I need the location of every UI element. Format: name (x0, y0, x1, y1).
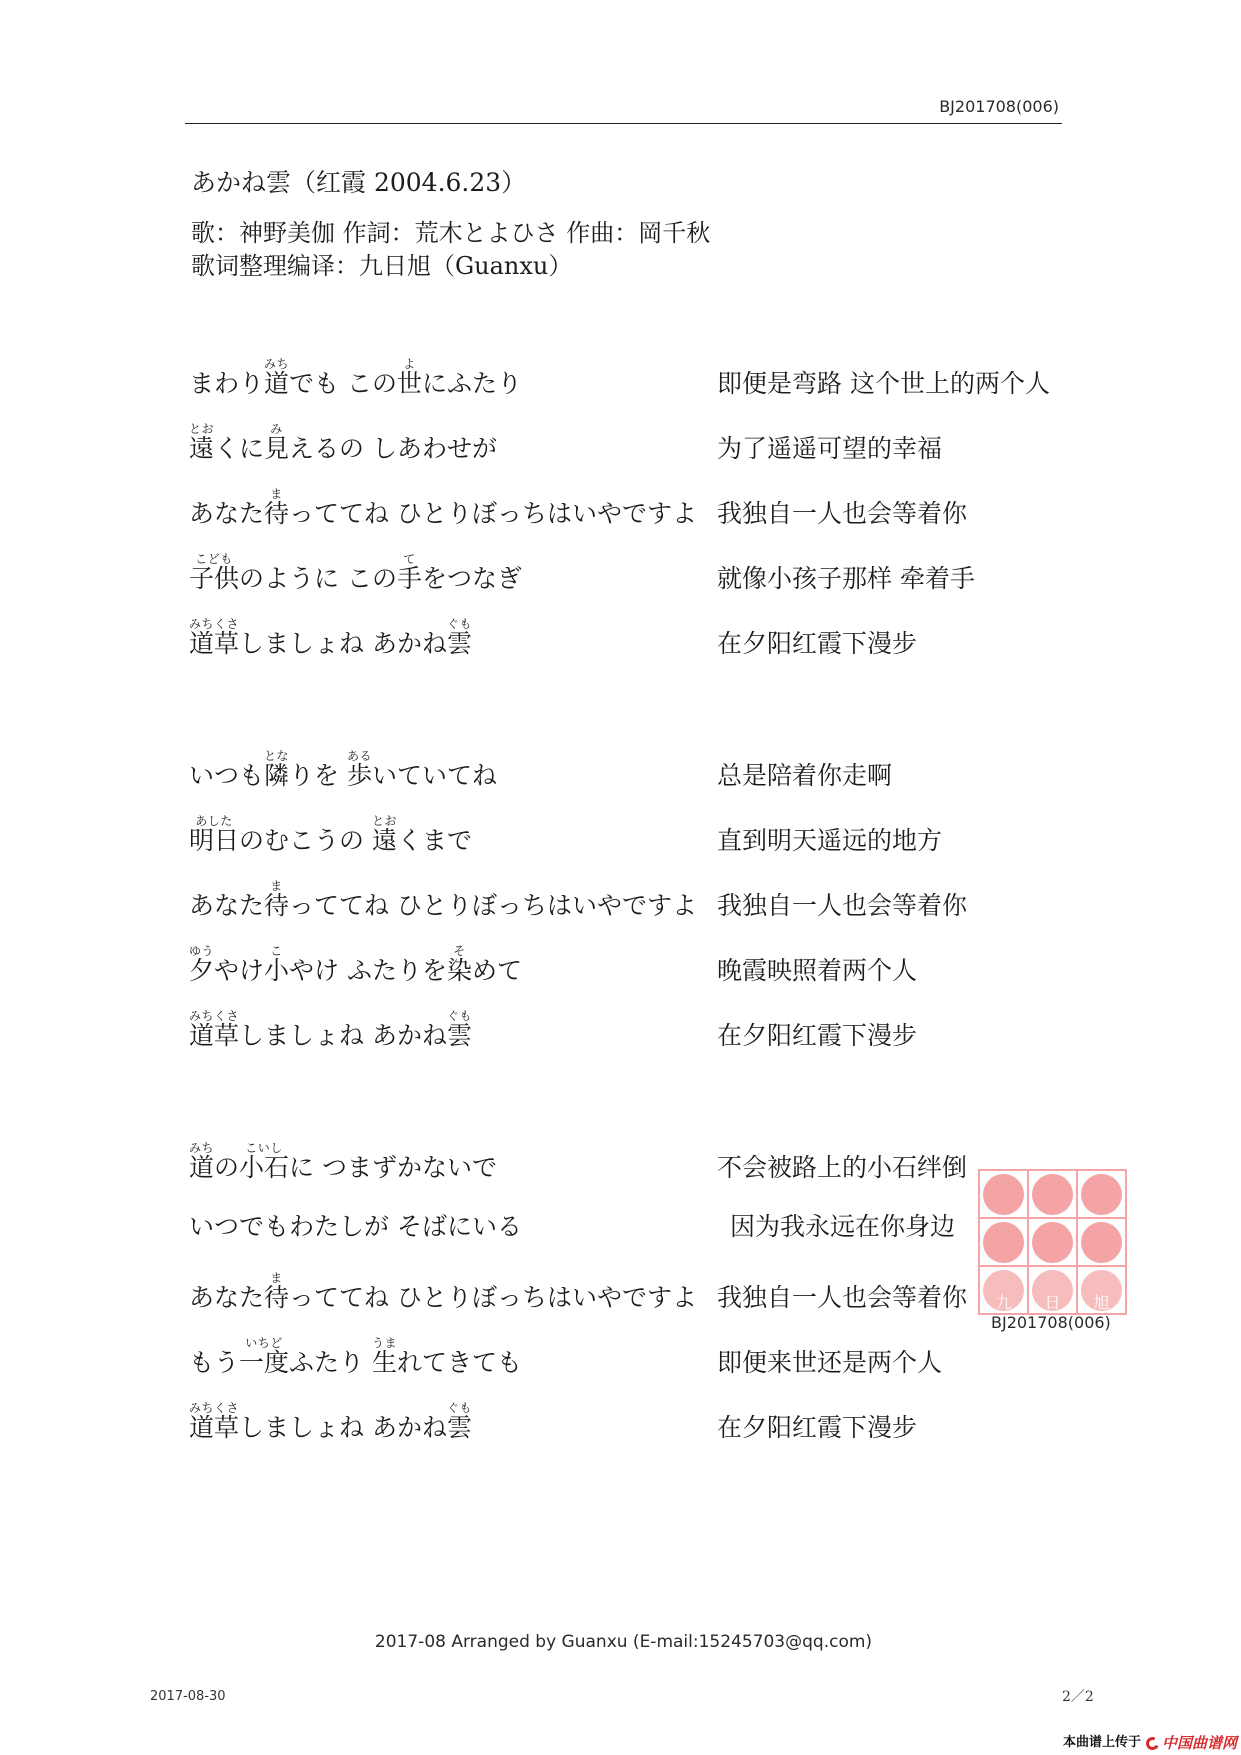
furigana: こいし (245, 1140, 283, 1155)
arranger-footer: 2017-08 Arranged by Guanxu (E-mail:15245703@qq.com) (374, 1632, 873, 1652)
kanji-base: 生 (371, 1347, 397, 1377)
ruby-group (188, 616, 240, 659)
site-logo-icon (1144, 1735, 1161, 1752)
lyric-japanese (188, 1140, 717, 1183)
lyric-text: あなた (189, 498, 265, 528)
lyric-text: でも この (289, 368, 397, 398)
lyric-japanese (189, 878, 717, 921)
lyric-line (189, 1265, 1089, 1330)
lyric-translation: 直到明天遥远的地方 (717, 825, 943, 855)
furigana: みちくさ (188, 1400, 240, 1415)
lyric-japanese (189, 551, 717, 594)
lyric-translation: 在夕阳红霞下漫步 (717, 1020, 918, 1050)
kanji-base: 小石 (239, 1152, 290, 1182)
kanji-base: 雲 (446, 1412, 472, 1442)
furigana: ま (270, 878, 283, 893)
lyric-japanese (188, 943, 717, 986)
ruby-group (396, 356, 422, 399)
header-divider (185, 123, 1062, 124)
kanji-base: 待 (264, 1282, 290, 1312)
lyric-translation: 因为我永远在你身边 (730, 1211, 956, 1241)
translator-credit: 歌词整理编译：九日旭（Guanxu） (191, 252, 573, 280)
stamp-dot (1032, 1222, 1073, 1263)
ruby-group (188, 1008, 240, 1051)
lyric-text: しましょね あかね (239, 1412, 447, 1442)
furigana: こども (195, 551, 233, 566)
lyric-japanese (189, 486, 717, 529)
lyric-line (189, 611, 1089, 676)
kanji-base: 歩 (346, 760, 372, 790)
ruby-group (239, 1140, 290, 1183)
lyric-line (189, 481, 1089, 546)
ruby-group (447, 943, 473, 986)
ruby-group (264, 421, 290, 464)
ruby-group (371, 1335, 397, 1378)
lyric-translation: 在夕阳红霞下漫步 (717, 1412, 918, 1442)
lyric-translation: 我独自一人也会等着你 (717, 498, 968, 528)
kanji-base: 手 (396, 563, 422, 593)
lyric-text: ふたり (289, 1347, 372, 1377)
stamp-cell (1078, 1219, 1127, 1267)
lyric-line (189, 351, 1089, 416)
lyric-line (189, 416, 1089, 481)
verse-3 (189, 1135, 1089, 1460)
ruby-group (188, 943, 215, 986)
ruby-group (446, 616, 472, 659)
site-name: 中国曲谱网 (1161, 1734, 1237, 1752)
lyric-translation: 不会被路上的小石绊倒 (717, 1152, 968, 1182)
lyric-japanese (188, 421, 717, 464)
lyric-text: しましょね あかね (239, 628, 447, 658)
lyric-line (189, 1330, 1089, 1395)
ruby-group (188, 1140, 215, 1183)
lyric-japanese (189, 1270, 717, 1313)
print-date: 2017-08-30 (150, 1689, 226, 1704)
furigana: とな (264, 748, 290, 763)
page-number: 2／2 (1062, 1689, 1094, 1705)
lyric-text: っててね ひとりぼっちはいやですよ (289, 498, 697, 528)
lyric-text: くに (214, 433, 265, 463)
stamp-cell (1078, 1267, 1127, 1315)
stamp-cell (980, 1219, 1029, 1267)
lyric-text: のむこうの (239, 825, 372, 855)
verse-2 (189, 743, 1089, 1068)
furigana: こ (270, 943, 283, 958)
lyric-japanese (189, 813, 717, 856)
lyric-text: えるの しあわせが (289, 433, 497, 463)
kanji-base: 隣 (264, 760, 290, 790)
lyric-line (189, 743, 1089, 808)
furigana: とお (371, 813, 397, 828)
lyric-text: をつなぎ (421, 563, 522, 593)
ruby-group (446, 1008, 472, 1051)
furigana: とお (188, 421, 215, 436)
stamp-dot (983, 1222, 1024, 1263)
lyric-line (189, 1003, 1089, 1068)
lyric-text: あなた (189, 890, 265, 920)
lyric-japanese (189, 748, 717, 791)
kanji-base: 遠 (189, 433, 215, 463)
stamp-code: BJ201708(006) (991, 1313, 1111, 1332)
lyric-text: やけ ふたりを (289, 955, 447, 985)
stamp-cell (980, 1171, 1029, 1219)
stamp-cell (1078, 1171, 1127, 1219)
ruby-group (346, 748, 372, 791)
lyric-translation: 在夕阳红霞下漫步 (717, 628, 918, 658)
ruby-group (446, 1400, 472, 1443)
lyric-line (189, 1135, 1089, 1200)
furigana: そ (453, 943, 466, 958)
lyric-japanese (188, 616, 717, 659)
lyric-text: いつでもわたしが そばにいる (189, 1211, 522, 1241)
lyric-text: っててね ひとりぼっちはいやですよ (289, 1282, 697, 1312)
stamp-cell (980, 1267, 1029, 1315)
furigana: ぐも (446, 616, 472, 631)
ruby-group (189, 813, 240, 856)
lyric-text: のように この (239, 563, 397, 593)
lyrics-body (189, 351, 1089, 1460)
ruby-group (264, 1270, 290, 1313)
lyric-line (189, 938, 1089, 1003)
furigana: ゆう (188, 943, 215, 958)
song-title: あかね雲（红霞 2004.6.23） (191, 168, 527, 197)
furigana: ま (270, 486, 283, 501)
lyric-text: いつも (189, 760, 265, 790)
lyric-text: やけ (214, 955, 265, 985)
kanji-base: 子供 (189, 563, 240, 593)
furigana: うま (371, 1335, 397, 1350)
lyric-line (189, 1395, 1089, 1460)
document-code: BJ201708(006) (939, 97, 1059, 116)
upload-note: 本曲谱上传于 (1062, 1735, 1141, 1750)
furigana: みち (188, 1140, 215, 1155)
lyric-text: しましょね あかね (239, 1020, 447, 1050)
lyric-translation: 即便是弯路 这个世上的两个人 (717, 368, 1050, 398)
lyric-japanese (189, 356, 717, 399)
kanji-base: 染 (447, 955, 473, 985)
lyric-text: りを (289, 760, 347, 790)
furigana: み (270, 421, 283, 436)
ruby-group (396, 551, 422, 594)
furigana: あした (195, 813, 233, 828)
ruby-group (189, 551, 240, 594)
ruby-group (264, 943, 290, 986)
stamp-dot (1081, 1222, 1122, 1263)
kanji-base: 道草 (189, 1020, 240, 1050)
lyric-text: まわり (189, 368, 265, 398)
lyric-text: あなた (189, 1282, 265, 1312)
kanji-base: 道 (189, 1152, 215, 1182)
lyric-text: の (214, 1152, 240, 1182)
ruby-group (264, 748, 290, 791)
lyric-text: もう (189, 1347, 240, 1377)
lyric-line (189, 1194, 1089, 1259)
furigana: みちくさ (188, 616, 240, 631)
lyric-text: いていてね (372, 760, 498, 790)
stamp-cell (1029, 1171, 1078, 1219)
stamp-dot (1081, 1174, 1122, 1215)
kanji-base: 雲 (446, 1020, 472, 1050)
lyric-text: にふたり (422, 368, 523, 398)
kanji-base: 遠 (371, 825, 397, 855)
stamp-char: 日 (1044, 1293, 1061, 1312)
upload-watermark (1063, 1734, 1237, 1752)
lyric-translation: 我独自一人也会等着你 (717, 890, 968, 920)
kanji-base: 明日 (189, 825, 240, 855)
furigana: ある (346, 748, 372, 763)
ruby-group (264, 486, 290, 529)
furigana: みちくさ (188, 1008, 240, 1023)
lyric-text: れてきても (397, 1347, 523, 1377)
lyric-translation: 即便来世还是两个人 (717, 1347, 943, 1377)
furigana: ぐも (446, 1008, 472, 1023)
lyric-text: に つまずかないで (289, 1152, 497, 1182)
lyric-text: くまで (396, 825, 472, 855)
furigana: みち (264, 356, 290, 371)
seal-stamp (978, 1169, 1127, 1315)
verse-1 (189, 351, 1089, 676)
ruby-group (188, 421, 215, 464)
lyric-line (189, 873, 1089, 938)
kanji-base: 小 (264, 955, 290, 985)
lyric-translation: 晚霞映照着两个人 (717, 955, 918, 985)
stamp-cell (1029, 1267, 1078, 1315)
kanji-base: 一度 (239, 1347, 290, 1377)
kanji-base: 見 (264, 433, 290, 463)
lyric-line (189, 546, 1089, 611)
lyric-translation: 为了遥遥可望的幸福 (717, 433, 943, 463)
kanji-base: 待 (264, 498, 290, 528)
kanji-base: 待 (264, 890, 290, 920)
ruby-group (264, 878, 290, 921)
furigana: ぐも (446, 1400, 472, 1415)
furigana: て (403, 551, 416, 566)
stamp-char: 九 (995, 1293, 1012, 1312)
lyric-japanese (189, 1212, 717, 1242)
stamp-cell (1029, 1219, 1078, 1267)
furigana: ま (270, 1270, 283, 1285)
song-credits: 歌：神野美伽 作詞：荒木とよひさ 作曲：岡千秋 (191, 219, 711, 247)
kanji-base: 雲 (446, 628, 472, 658)
ruby-group (239, 1335, 290, 1378)
lyric-text: めて (472, 955, 523, 985)
lyric-japanese (188, 1008, 717, 1051)
furigana: よ (403, 356, 416, 371)
ruby-group (264, 356, 290, 399)
kanji-base: 道草 (189, 628, 240, 658)
stamp-dot (983, 1174, 1024, 1215)
lyric-translation: 我独自一人也会等着你 (717, 1282, 968, 1312)
lyric-japanese (189, 1335, 717, 1378)
lyric-translation: 就像小孩子那样 牵着手 (717, 563, 975, 593)
lyric-text: っててね ひとりぼっちはいやですよ (289, 890, 697, 920)
ruby-group (188, 1400, 240, 1443)
stamp-char: 旭 (1093, 1293, 1110, 1312)
kanji-base: 夕 (189, 955, 215, 985)
furigana: いちど (245, 1335, 283, 1350)
kanji-base: 道草 (189, 1412, 240, 1442)
kanji-base: 道 (264, 368, 290, 398)
kanji-base: 世 (396, 368, 422, 398)
lyric-translation: 总是陪着你走啊 (717, 760, 893, 790)
lyric-line (189, 808, 1089, 873)
stamp-dot (1032, 1174, 1073, 1215)
lyric-japanese (188, 1400, 717, 1443)
ruby-group (371, 813, 397, 856)
